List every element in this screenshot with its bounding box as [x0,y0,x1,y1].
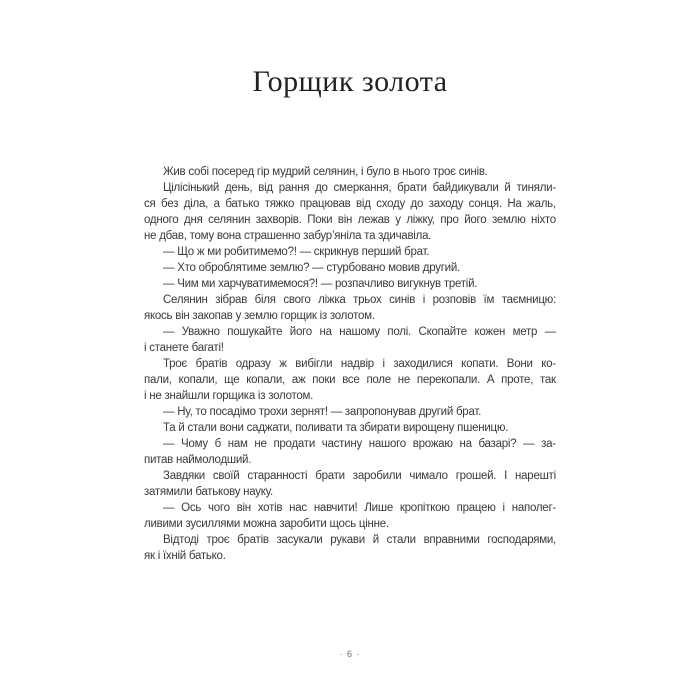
text-line: — Чому б нам не продати частину нашого врожаю на базарі? — за- [163,438,556,450]
text-line: якось він закопав у землю горщик із золотом. [144,310,375,322]
text-line: і не знайшли горщика із золотом. [144,390,314,402]
text-line: ся без діла, а батько тяжко працював від сходу до заходу сонця. На жаль, [144,198,556,210]
text-line: Селянин зібрав біля свого ліжка трьох синів і розповів їм таємницю: [163,294,556,306]
text-line: — Чим ми харчуватимемося?! — розпачливо вигукнув третій. [163,278,478,290]
text-line: Відтоді троє братів засукали рукави й стали вправними господарями, [163,534,556,546]
text-line: Троє братів одразу ж вибігли надвір і заходилися копати. Вони ко- [163,358,556,370]
page-title: Горщик золота [252,65,448,98]
text-line: питав наймолодший. [144,454,252,466]
text-line: — Що ж ми робитимемо?! — скрикнув перший брат. [163,246,430,258]
story-text [144,164,556,564]
text-line: Цілісінький день, від рання до смеркання, брати байдикували й тиняли- [163,182,556,194]
text-line: — Ну, то посадімо трохи зернят! — запропонував другий брат. [163,406,482,418]
text-line: — Уважно пошукайте його на нашому полі. Скопайте кожен метр — [163,326,556,338]
text-line: і станете багаті! [144,342,224,354]
text-line: Та й стали вони саджати, поливати та збирати вирощену пшеницю. [163,422,509,434]
text-line: Завдяки своїй старанності брати заробили чимало грошей. І нарешті [163,470,556,482]
text-line: як і їхній батько. [144,550,226,562]
text-line: — Хто оброблятиме землю? — стурбовано мовив другий. [163,262,460,274]
text-line: одного дня селянин захворів. Поки він лежав у ліжку, про його землю ніхто [144,214,556,226]
page-number: · 6 · [339,649,361,659]
text-line: не дбав, тому вона страшенно забур’яніла та здичавіла. [144,230,432,242]
text-line: затямили батькову науку. [144,486,273,498]
text-line: Жив собі посеред гір мудрий селянин, і було в нього троє синів. [163,166,488,178]
text-line: ливими зусиллями можна заробити щось цінне. [144,518,389,530]
text-line: — Ось чого він хотів нас навчити! Лише кропіткою працею і наполег- [163,502,556,514]
text-line: пали, копали, ще копали, аж поки все поле не перекопали. А проте, так [144,374,556,386]
